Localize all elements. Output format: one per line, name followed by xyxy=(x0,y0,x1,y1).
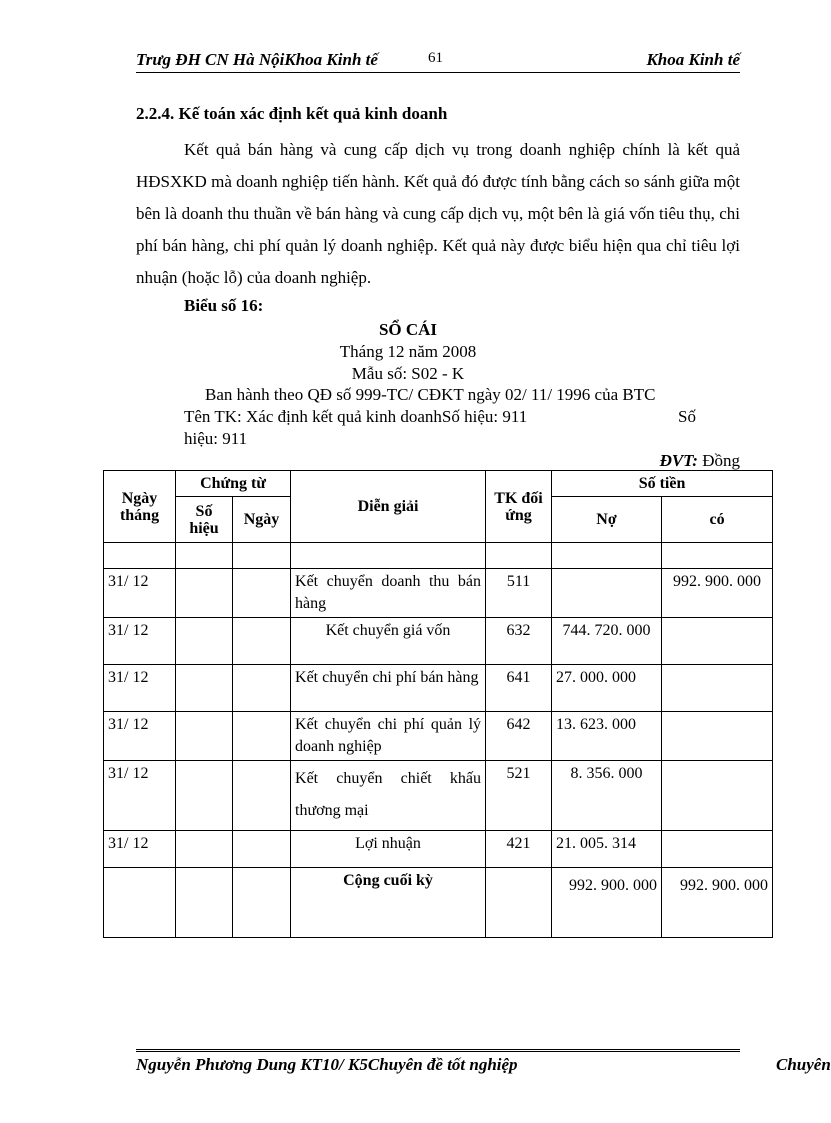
col-voucher-date: Ngày xyxy=(233,497,291,543)
unit-line xyxy=(660,451,740,471)
body-paragraph: Kết quả bán hàng và cung cấp dịch vụ trong doanh nghiệp chính là kết quả HĐSXKD mà doanh nghiệp tiến hành. Kết quả đó được tính bằng cách so sánh giữa một bên là doanh thu thuần về bán hàng và cung cấp dịch vụ, một bên là giá vốn tiêu thụ, chi phí bán hàng, chi phí quản lý doanh nghiệp. Kết quả này được biểu hiện qua chỉ tiêu lợi nhuận (hoặc lỗ) của doanh nghiệp. xyxy=(136,140,740,287)
page-header xyxy=(136,48,740,72)
table-row: 31/ 12 Kết chuyển doanh thu bán hàng 511 992. 900. 000 xyxy=(104,569,773,618)
total-credit: 992. 900. 000 xyxy=(662,868,773,938)
col-voucher-no: Số hiệu xyxy=(176,497,233,543)
table-row: 31/ 12 Kết chuyển chiết khấu thương mại 521 8. 356. 000 xyxy=(104,761,773,831)
ledger-issued: Ban hành theo QĐ số 999-TC/ CĐKT ngày 02/ 11/ 1996 của BTC xyxy=(205,385,656,404)
total-row xyxy=(104,868,773,938)
account-so-label: Số xyxy=(678,407,696,426)
account-hieu: hiệu: 911 xyxy=(184,429,248,448)
header-rule xyxy=(136,72,740,73)
ledger-form: Mẫu số: S02 - K xyxy=(351,364,465,383)
page-number: 61 xyxy=(428,50,443,66)
footer-right: Chuyên xyxy=(776,1055,831,1074)
header-right: Khoa Kinh tế xyxy=(646,50,740,69)
table-label: Biểu số 16: xyxy=(184,296,264,315)
table-row: 31/ 12 Kết chuyển chi phí bán hàng 641 27. 000. 000 xyxy=(104,665,773,712)
table-row: 31/ 12 Kết chuyển chi phí quản lý doanh nghiệp 642 13. 623. 000 xyxy=(104,712,773,761)
unit-label: ĐVT: xyxy=(659,451,698,470)
col-date: Ngày tháng xyxy=(104,471,176,543)
col-description: Diễn giải xyxy=(291,471,486,543)
col-debit: Nợ xyxy=(552,497,662,543)
col-amount: Số tiền xyxy=(552,471,773,497)
ledger-table xyxy=(103,470,773,938)
empty-row xyxy=(104,543,773,569)
col-account: TK đối ứng xyxy=(486,471,552,543)
col-voucher: Chứng từ xyxy=(176,471,291,497)
table-row: 31/ 12 Lợi nhuận 421 21. 005. 314 xyxy=(104,831,773,868)
ledger-month: Tháng 12 năm 2008 xyxy=(339,342,477,361)
total-debit: 992. 900. 000 xyxy=(552,868,662,938)
total-label: Cộng cuối kỳ xyxy=(291,868,486,938)
header-left: Trưg ĐH CN Hà NộiKhoa Kinh tế xyxy=(136,50,378,69)
col-credit: có xyxy=(662,497,773,543)
unit-value: Đồng xyxy=(702,451,740,470)
account-name: Tên TK: Xác định kết quả kinh doanhSố hiệu: 911 xyxy=(184,407,528,426)
section-title: 2.2.4. Kế toán xác định kết quả kinh doanh xyxy=(136,104,448,123)
ledger-title: SỔ CÁI xyxy=(378,320,438,339)
footer-rule xyxy=(136,1049,740,1052)
footer-left: Nguyễn Phương Dung KT10/ K5Chuyên đề tốt nghiệp xyxy=(136,1055,518,1074)
table-row: 31/ 12 Kết chuyển giá vốn 632 744. 720. 000 xyxy=(104,618,773,665)
